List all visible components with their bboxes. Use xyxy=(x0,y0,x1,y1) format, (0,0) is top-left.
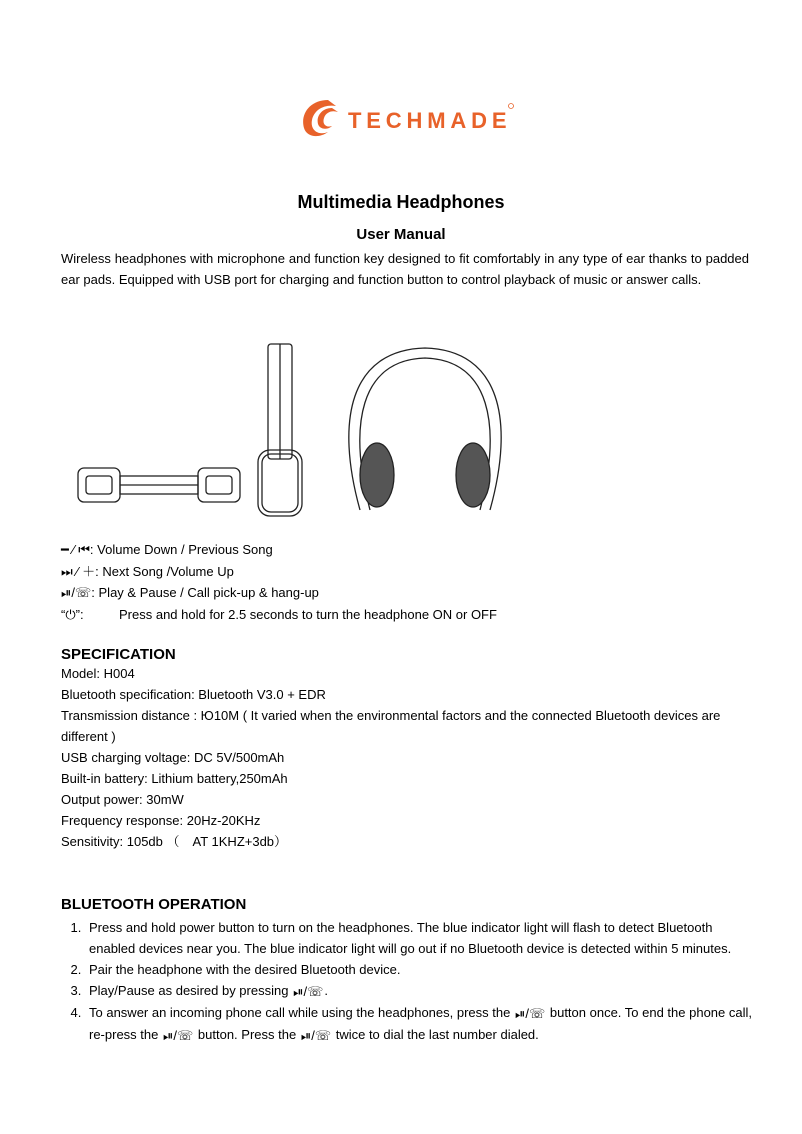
legend-row xyxy=(61,582,497,604)
spec-line: Output power: 30mW xyxy=(61,792,184,807)
legend-label: : Volume Down / Previous Song xyxy=(89,542,273,557)
headphones-illustration xyxy=(70,340,540,525)
step-text: . xyxy=(324,983,328,998)
button-legend xyxy=(61,539,497,625)
play-pause-phone-icon: ⏯/☏ xyxy=(514,1006,546,1022)
step-text: Play/Pause as desired by pressing xyxy=(89,983,289,998)
spec-line: USB charging voltage: DC 5V/500mAh xyxy=(61,750,285,765)
step-item xyxy=(85,980,761,1002)
step-text: button. Press the xyxy=(197,1027,297,1043)
document-subtitle: User Manual xyxy=(356,226,446,243)
legend-row xyxy=(61,604,497,626)
step-item: 2. Pair the headphone with the desired Bluetooth device. xyxy=(85,959,761,980)
section-heading: SPECIFICATION xyxy=(61,646,176,663)
legend-row xyxy=(61,539,497,561)
play-pause-phone-icon: ⏯/☏ xyxy=(293,984,324,1000)
legend-label: : Next Song /Volume Up xyxy=(95,563,234,579)
step-text: button once. To end the phone call, re-press the xyxy=(89,1005,753,1043)
steps-list xyxy=(61,917,761,1046)
bluetooth-operation-section xyxy=(61,896,761,1046)
step-text: To answer an incoming phone call while using the headphones, press the xyxy=(89,1005,511,1021)
document-title: Multimedia Headphones xyxy=(297,192,505,212)
step-item: 1. Press and hold power button to turn on the headphones. The blue indicator light will flash to detect Bluetooth enabled devices near you. The blue indicator light will go out if no Bluetooth device is detected within 5 minutes. xyxy=(85,917,761,959)
minus-previous-icon: ━ ∕ ⏮ xyxy=(61,542,90,557)
spec-line: Transmission distance : Ю10M ( It varied when the environmental factors and the connected Bluetooth devices are different ) xyxy=(61,708,721,744)
spec-line: Sensitivity: 105db （ AT 1KHZ+3db） xyxy=(61,834,288,849)
step-text: twice to dial the last number dialed. xyxy=(335,1027,539,1043)
specification-section xyxy=(61,646,761,852)
play-pause-phone-icon: ⏯/☏ xyxy=(163,1028,194,1044)
play-pause-phone-icon: ⏯/☏ xyxy=(300,1028,332,1044)
spec-line: Model: H004 xyxy=(61,666,135,681)
techmade-logo xyxy=(298,96,518,140)
spec-line: Built-in battery: Lithium battery,250mAh xyxy=(61,771,288,786)
play-pause-phone-icon: ⏯/☏ xyxy=(61,585,92,600)
step-item xyxy=(85,1002,761,1046)
spec-line: Bluetooth specification: Bluetooth V3.0 + EDR xyxy=(61,687,326,702)
spec-line: Frequency response: 20Hz-20KHz xyxy=(61,813,261,828)
legend-row xyxy=(61,561,497,583)
intro-paragraph: Wireless headphones with microphone and function key designed to fit comfortably in any type of ear thanks to padded ear pads. Equipped with USB port for charging and function button to control playback of music or answer calls. xyxy=(61,251,749,287)
legend-label: : Play & Pause / Call pick-up & hang-up xyxy=(91,585,319,600)
legend-label: Press and hold for 2.5 seconds to turn the headphone ON or OFF xyxy=(119,606,497,622)
svg-text:TECHMADE: TECHMADE xyxy=(348,108,508,133)
power-icon: “⏻”: xyxy=(61,606,84,622)
section-heading: BLUETOOTH OPERATION xyxy=(61,896,247,913)
next-plus-icon: ⏭ ∕ ＋ xyxy=(61,563,96,579)
spec-list xyxy=(61,663,761,852)
